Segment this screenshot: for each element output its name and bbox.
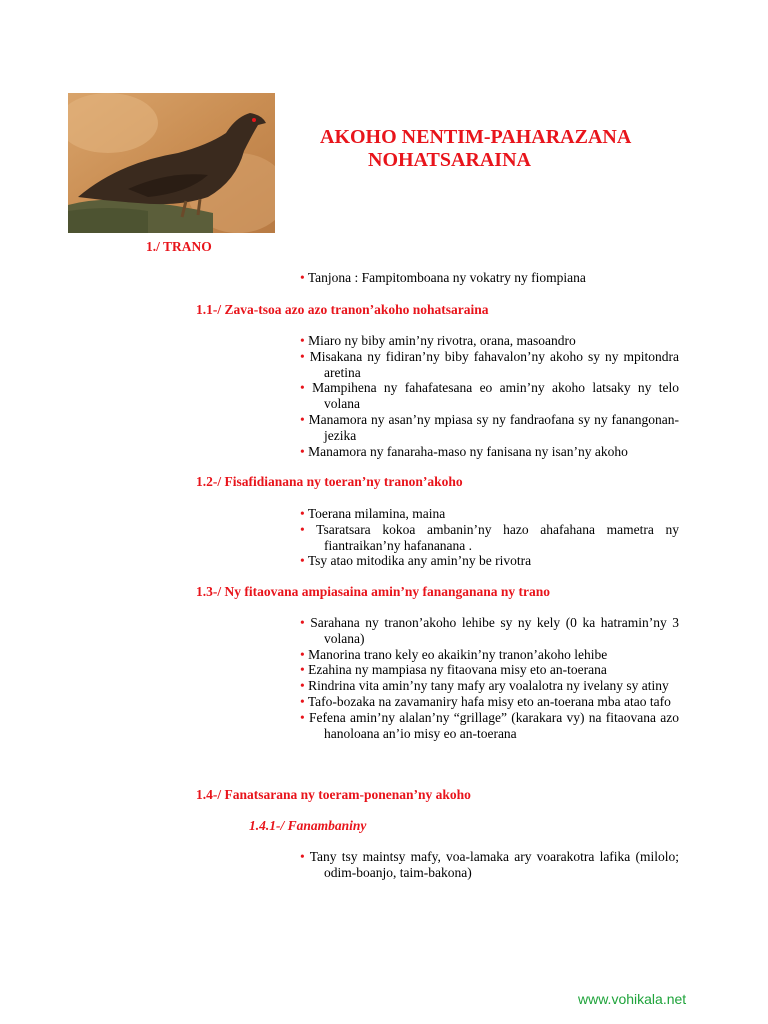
list-item: • Sarahana ny tranon’akoho lehibe sy ny kely (0 ka hatramin’ny 3 volana): [300, 615, 680, 646]
heading-1-4: 1.4-/ Fanatsarana ny toeram-ponenan’ny akoho: [196, 787, 471, 802]
list-item: • Misakana ny fidiran’ny biby fahavalon’ny akoho sy ny mpitondra aretina: [300, 348, 680, 380]
footer-website: www.vohikala.net: [578, 991, 687, 1007]
list-1: [300, 270, 679, 286]
list-item: • Miaro ny biby amin’ny rivotra, orana, masoandro: [300, 333, 576, 348]
bullet-icon: •: [300, 380, 305, 396]
document-title: [320, 126, 631, 172]
bullet-icon: •: [300, 553, 305, 569]
list-item: • Tany tsy maintsy mafy, voa-lamaka ary voarakotra lafika (milolo; odim-boanjo, taim-bakona): [300, 849, 679, 880]
bullet-icon: •: [300, 521, 305, 537]
bullet-icon: •: [300, 270, 305, 285]
list-item: • Manamora ny asan’ny mpiasa sy ny fandraofana sy ny fanangonan-jezika: [300, 411, 679, 443]
bullet-icon: •: [300, 411, 305, 427]
heading-1-4-1: 1.4.1-/ Fanambaniny: [249, 818, 367, 833]
bullet-icon: •: [300, 615, 305, 630]
list-item: • Fefena amin’ny alalan’ny “grillage” (karakara vy) na fitaovana azo hanoloana an’io misy eo an-toerana: [300, 709, 680, 741]
bullet-icon: •: [300, 849, 305, 864]
list-1-4-1: [300, 849, 679, 881]
bullet-icon: •: [300, 662, 305, 678]
list-item: • Toerana milamina, maina: [300, 506, 446, 521]
title-line-1: AKOHO NENTIM-PAHARAZANA: [320, 126, 632, 148]
heading-1-2: 1.2-/ Fisafidianana ny toeran’ny tranon’akoho: [196, 474, 463, 489]
bullet-icon: •: [300, 709, 305, 725]
heading-1-3: 1.3-/ Ny fitaovana ampiasaina amin’ny fananganana ny trano: [196, 584, 551, 599]
list-1-3: [300, 615, 679, 741]
bullet-icon: •: [300, 678, 305, 694]
heading-1-1: 1.1-/ Zava-tsoa azo azo tranon’akoho nohatsaraina: [196, 302, 489, 317]
bullet-icon: •: [300, 506, 305, 521]
chicken-photo: [68, 93, 275, 233]
bullet-icon: •: [300, 646, 305, 662]
list-1-1: [300, 333, 679, 459]
list-item: • Tsy atao mitodika any amin’ny be rivotra: [300, 553, 532, 569]
list-item: • Mampihena ny fahafatesana eo amin’ny akoho latsaky ny telo volana: [300, 380, 680, 412]
list-1-2: [300, 506, 679, 569]
bullet-icon: •: [300, 333, 305, 348]
list-item: • Tsaratsara kokoa ambanin’ny hazo ahafahana mametra ny fiantraikan’ny hafananana .: [300, 521, 679, 553]
list-item: • Tanjona : Fampitomboana ny vokatry ny fiompiana: [300, 270, 586, 285]
bullet-icon: •: [300, 693, 305, 709]
list-item: • Manamora ny fanaraha-maso ny fanisana ny isan’ny akoho: [300, 443, 628, 459]
bullet-icon: •: [300, 443, 305, 459]
list-item: • Manorina trano kely eo akaikin’ny tranon’akoho lehibe: [300, 646, 608, 662]
list-item: • Ezahina ny mampiasa ny fitaovana misy eto an-toerana: [300, 662, 607, 678]
list-item: • Rindrina vita amin’ny tany mafy ary voalalotra ny ivelany sy atiny: [300, 678, 669, 694]
heading-1-trano: 1./ TRANO: [146, 239, 212, 254]
list-item: • Tafo-bozaka na zavamaniry hafa misy eto an-toerana mba atao tafo: [300, 693, 671, 709]
bullet-icon: •: [300, 348, 305, 364]
title-line-2: NOHATSARAINA: [368, 149, 531, 171]
